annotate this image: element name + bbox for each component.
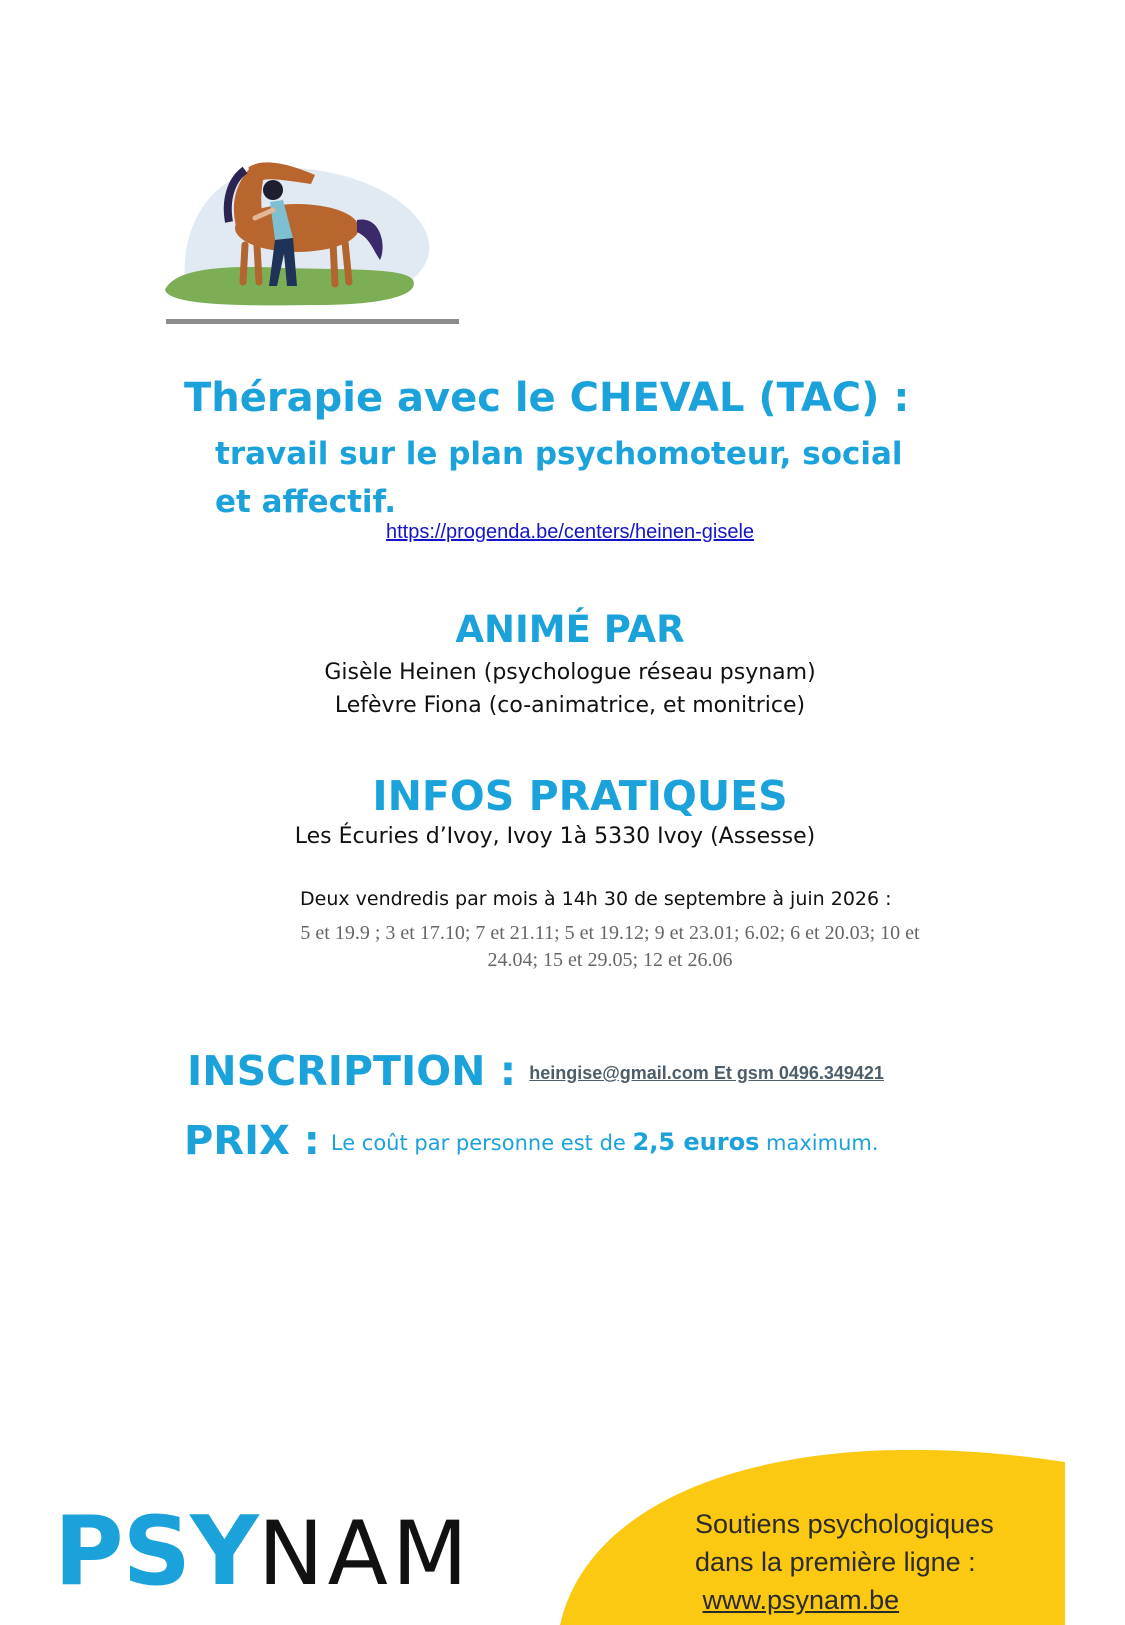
price-text-after: maximum. (766, 1131, 879, 1155)
tagline-line: dans la première ligne : (695, 1547, 976, 1577)
psynam-website-link[interactable]: www.psynam.be (702, 1585, 900, 1615)
infos-heading: INFOS PRATIQUES (372, 772, 788, 820)
page-subtitle: travail sur le plan psychomoteur, social et affectif. (215, 436, 903, 520)
tagline-line: Soutiens psychologiques (695, 1509, 994, 1539)
address: Les Écuries d’Ivoy, Ivoy 1à 5330 Ivoy (Assesse) (294, 824, 816, 849)
price-amount: 2,5 euros (632, 1128, 760, 1156)
inscription-contact-link[interactable]: heingise@gmail.com Et gsm 0496.349421 (529, 1063, 884, 1083)
schedule-dates: 5 et 19.9 ; 3 et 17.10; 7 et 21.11; 5 et 19.12; 9 et 23.01; 6.02; 6 et 20.03; 10 et 24.04; 15 et 29.05; 12 et 26.06 (300, 922, 920, 971)
inscription-label: INSCRIPTION : (187, 1047, 517, 1095)
price-label: PRIX : (184, 1118, 320, 1164)
animator-name: Lefèvre Fiona (co-animatrice, et monitrice) (334, 693, 806, 718)
animators-heading: ANIMÉ PAR (455, 608, 685, 651)
inscription-row (187, 1047, 884, 1095)
progenda-link[interactable]: https://progenda.be/centers/heinen-gisele (385, 521, 755, 543)
schedule-intro: Deux vendredis par mois à 14h 30 de septembre à juin 2026 : (300, 888, 892, 910)
footer-tagline (695, 1505, 994, 1619)
horse-therapy-illustration (165, 150, 465, 325)
animator-name: Gisèle Heinen (psychologue réseau psynam) (324, 660, 816, 685)
psynam-logo (54, 1497, 472, 1607)
page-title: Thérapie avec le CHEVAL (TAC) : (184, 375, 910, 421)
logo-psy: PSY (54, 1497, 258, 1607)
price-text (330, 1128, 879, 1156)
price-row (184, 1118, 879, 1164)
illustration-underline (166, 319, 459, 324)
price-text-before: Le coût par personne est de (330, 1131, 626, 1155)
logo-nam: NAM (257, 1502, 472, 1605)
